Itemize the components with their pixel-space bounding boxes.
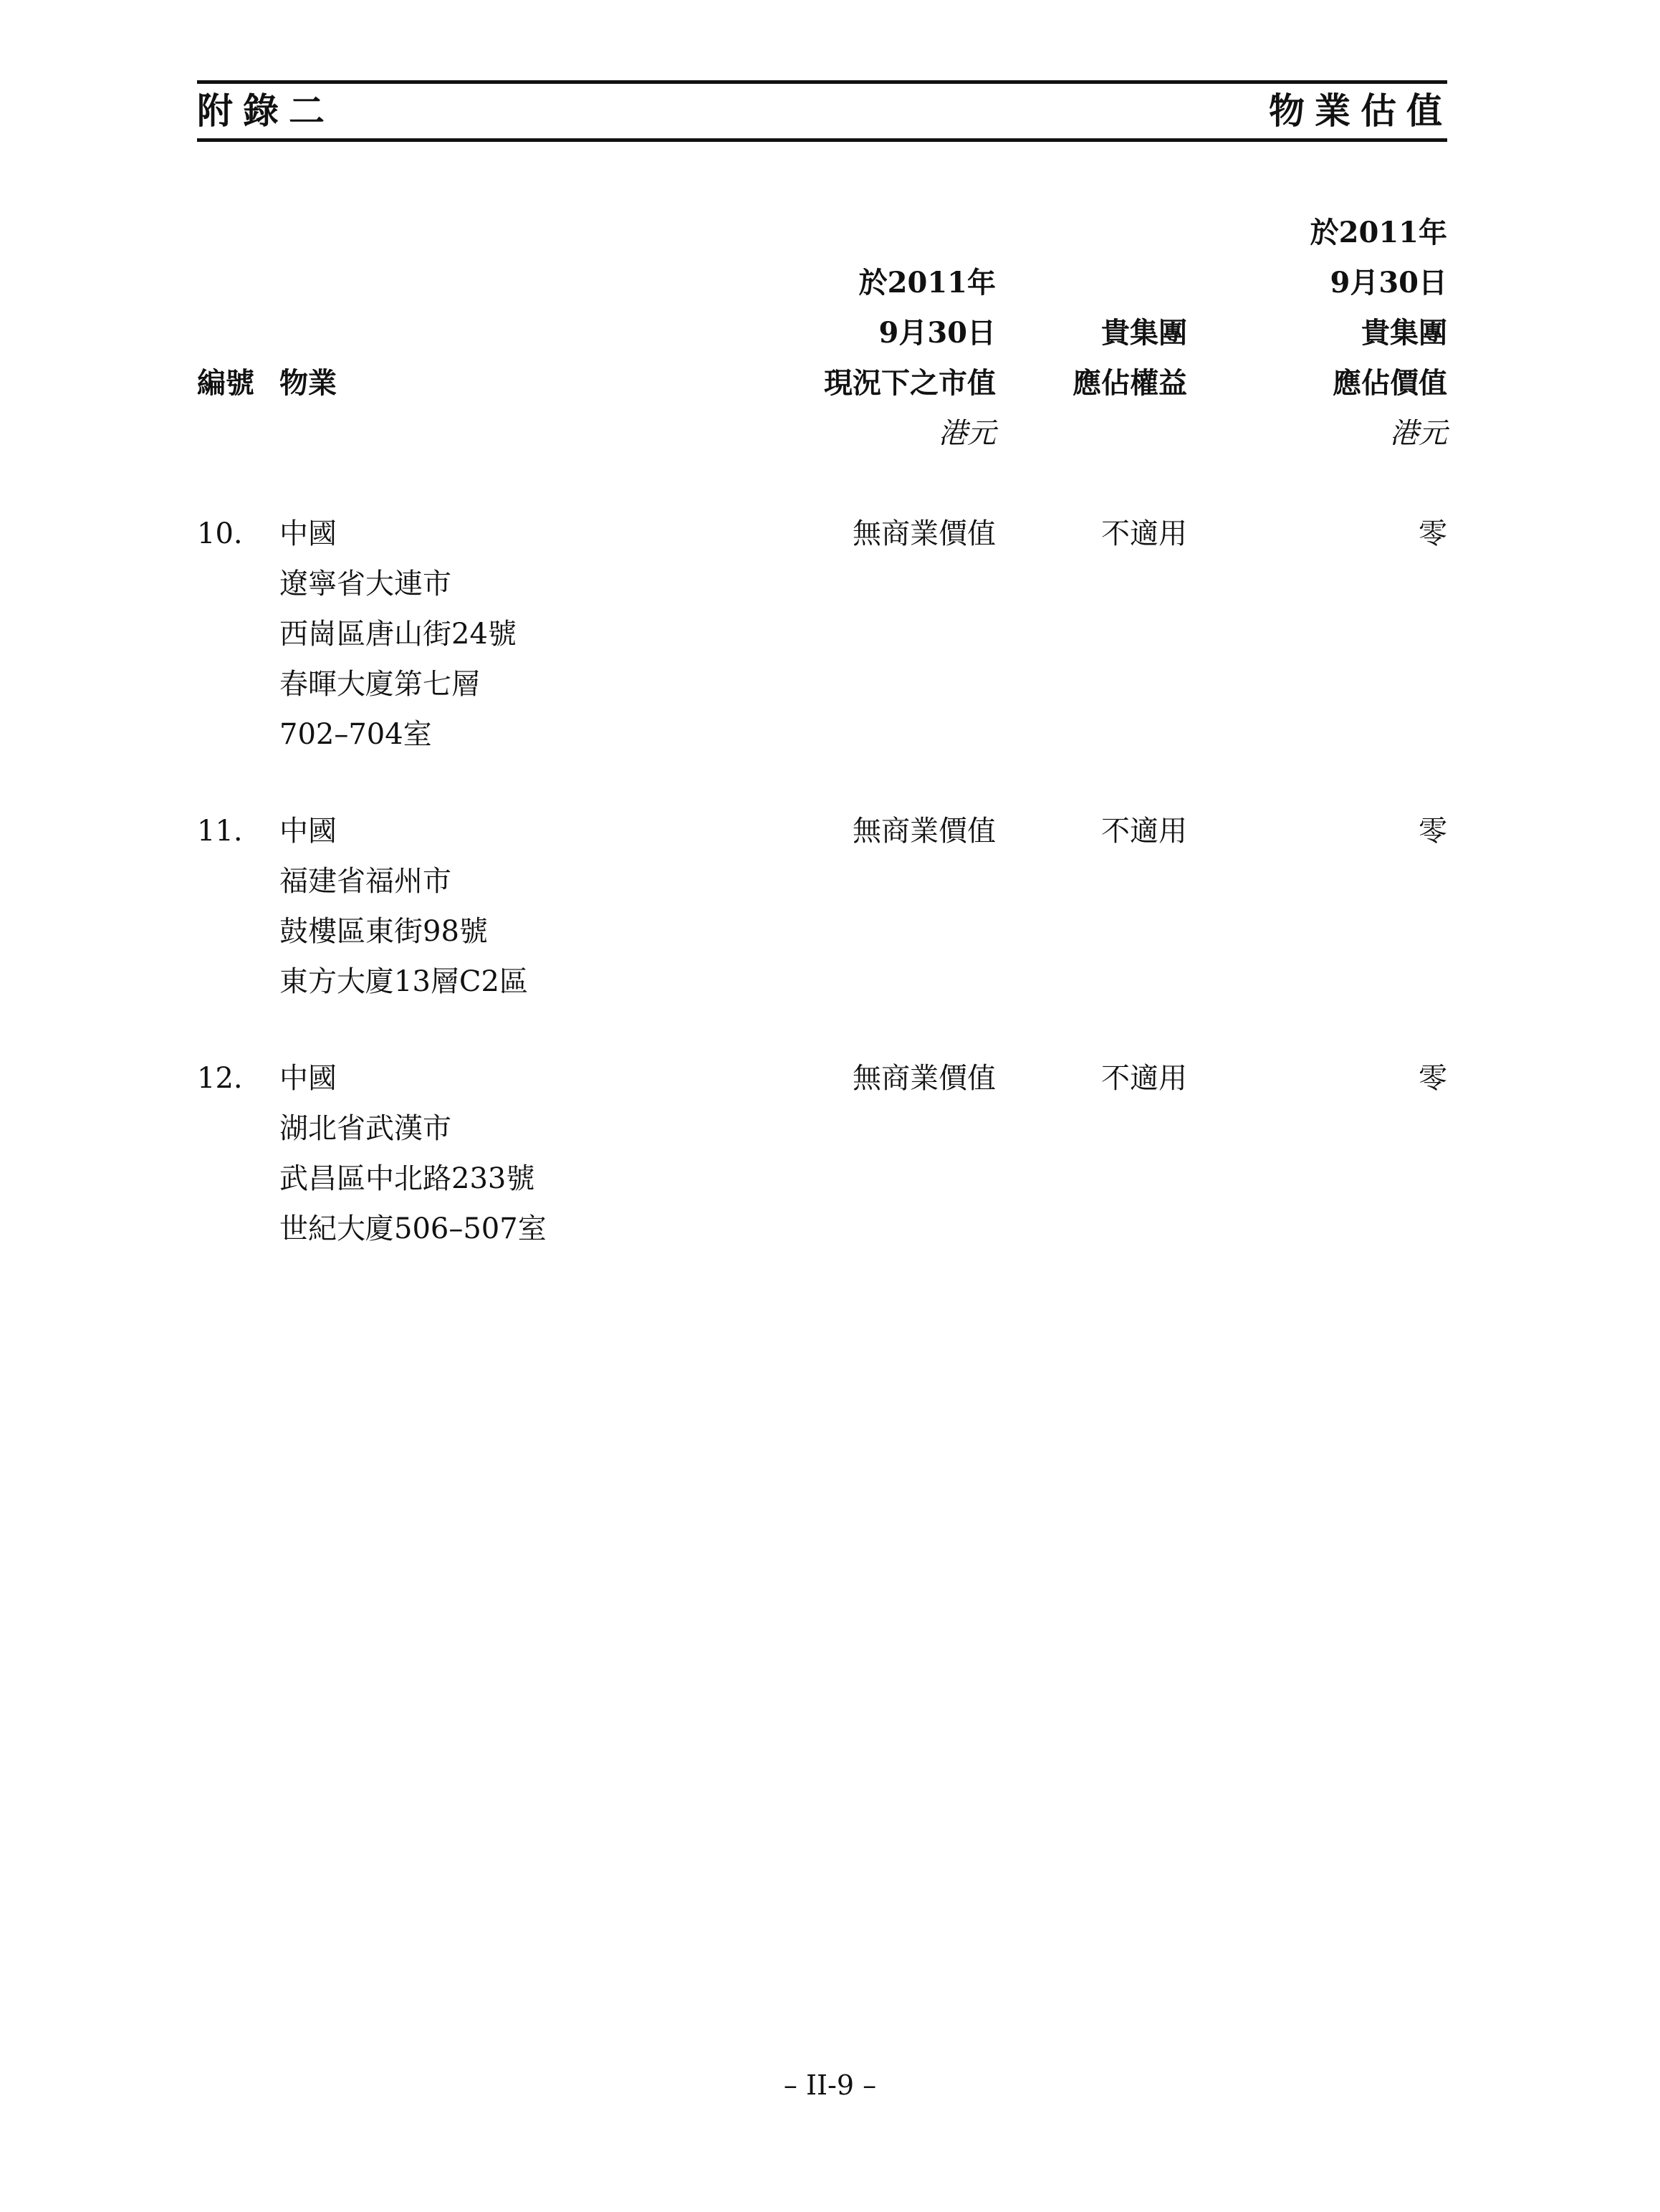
- market-value-currency-unit: 港元: [939, 417, 996, 450]
- address-line: 中國: [279, 815, 337, 848]
- address-line: 春暉大廈第七層: [279, 668, 480, 701]
- attributable-value-cell: 零: [1419, 1062, 1447, 1095]
- attributable-value-header-line: 9月30日: [1330, 266, 1447, 300]
- address-line: 702–704室: [279, 718, 432, 751]
- address-line: 福建省福州市: [279, 865, 451, 898]
- address-line: 湖北省武漢市: [279, 1112, 451, 1145]
- market-value-header-line: 9月30日: [878, 316, 996, 350]
- market-value-header-line: 現況下之市值: [824, 366, 996, 400]
- appendix-title: 附錄二: [197, 90, 335, 132]
- group-interest-cell: 不適用: [1101, 815, 1187, 848]
- column-header-market-value: [824, 258, 996, 459]
- address-line: 世紀大廈506–507室: [279, 1212, 547, 1245]
- property-address: [279, 509, 517, 760]
- group-interest-header-line: 貴集團: [1101, 316, 1187, 350]
- column-header-number: 編號: [197, 366, 254, 400]
- column-header-property: 物業: [279, 366, 337, 400]
- attributable-value-header-line: 於2011年: [1310, 216, 1447, 249]
- group-interest-cell: 不適用: [1101, 1062, 1187, 1095]
- attributable-value-cell: 零: [1419, 815, 1447, 848]
- market-value-cell: 無商業價值: [853, 815, 996, 848]
- group-interest-header-line: 應佔權益: [1073, 366, 1187, 400]
- property-address: [279, 806, 528, 1007]
- column-header-group-interest: [1073, 308, 1187, 408]
- address-line: 東方大廈13層C2區: [279, 965, 528, 998]
- property-number: 10.: [197, 517, 243, 550]
- section-title: 物業估值: [1269, 90, 1452, 132]
- attributable-value-currency-unit: 港元: [1390, 417, 1447, 450]
- header-top-rule: [197, 80, 1447, 84]
- page-number: – II-9 –: [783, 2069, 877, 2101]
- attributable-value-cell: 零: [1419, 517, 1447, 550]
- attributable-value-header-line: 應佔價值: [1333, 366, 1447, 400]
- group-interest-cell: 不適用: [1101, 517, 1187, 550]
- property-address: [279, 1053, 547, 1254]
- header-bottom-rule: [197, 138, 1447, 142]
- market-value-cell: 無商業價值: [853, 1062, 996, 1095]
- attributable-value-header-line: 貴集團: [1361, 316, 1447, 350]
- column-header-attributable-value: [1310, 208, 1447, 459]
- address-line: 鼓樓區東街98號: [279, 915, 488, 948]
- market-value-cell: 無商業價值: [853, 517, 996, 550]
- market-value-header-line: 於2011年: [858, 266, 996, 300]
- property-number: 11.: [197, 815, 243, 848]
- address-line: 武昌區中北路233號: [279, 1162, 535, 1195]
- address-line: 中國: [279, 1062, 337, 1095]
- address-line: 中國: [279, 517, 337, 550]
- property-number: 12.: [197, 1062, 243, 1095]
- address-line: 遼寧省大連市: [279, 568, 451, 600]
- address-line: 西崗區唐山街24號: [279, 618, 517, 651]
